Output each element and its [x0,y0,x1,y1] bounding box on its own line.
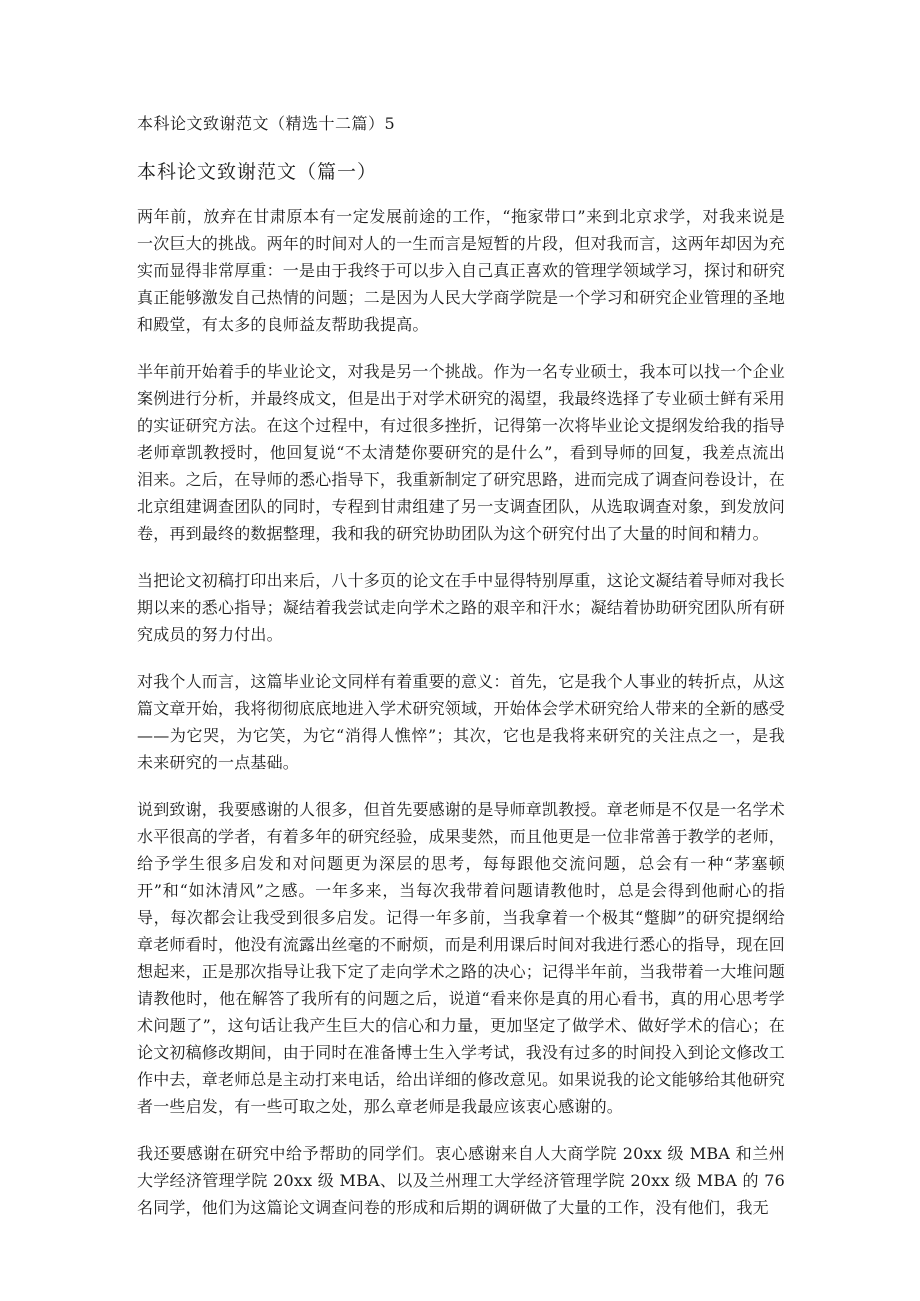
paragraph-1: 两年前，放弃在甘肃原本有一定发展前途的工作，“拖家带口”来到北京求学，对我来说是一次巨大的挑战。两年的时间对人的一生而言是短暂的片段，但对我而言，这两年却因为充实而显得非常厚重：一是由于我终于可以步入自己真正喜欢的管理学领域学习，探讨和研究真正能够激发自己热情的问题；二是因为人民大学商学院是一个学习和研究企业管理的圣地和殿堂，有太多的良师益友帮助我提高。 [137,207,786,334]
paragraph-2: 半年前开始着手的毕业论文，对我是另一个挑战。作为一名专业硕士，我本可以找一个企业案例进行分析，并最终成文，但是出于对学术研究的渴望，我最终选择了专业硕士鲜有采用的实证研究方法。在这个过程中，有过很多挫折，记得第一次将毕业论文提纲发给我的指导老师章凯教授时，他回复说“不太清楚你要研究的是什么”，看到导师的回复，我差点流出泪来。之后，在导师的悉心指导下，我重新制定了研究思路，进而完成了调查问卷设计，在北京组建调查团队的同时，专程到甘肃组建了另一支调查团队，从选取调查对象，到发放问卷，再到最终的数据整理，我和我的研究协助团队为这个研究付出了大量的时间和精力。 [137,362,786,543]
paragraph-5: 说到致谢，我要感谢的人很多，但首先要感谢的是导师章凯教授。章老师是不仅是一名学术水平很高的学者，有着多年的研究经验，成果斐然，而且他更是一位非常善于教学的老师，给予学生很多启发和对问题更为深层的思考，每每跟他交流问题，总会有一种“茅塞顿开”和“如沐清风”之感。一年多来，当每次我带着问题请教他时，总是会得到他耐心的指导，每次都会让我受到很多启发。记得一年多前，当我拿着一个极其“蹩脚”的研究提纲给章老师看时，他没有流露出丝毫的不耐烦，而是利用课后时间对我进行悉心的指导，现在回想起来，正是那次指导让我下定了走向学术之路的决心；记得半年前，当我带着一大堆问题请教他时，他在解答了我所有的问题之后，说道“看来你是真的用心看书，真的用心思考学术问题了”，这句话让我产生巨大的信心和力量，更加坚定了做学术、做好学术的信心；在论文初稿修改期间，由于同时在准备博士生入学考试，我没有过多的时间投入到论文修改工作中去，章老师总是主动打来电话，给出详细的修改意见。如果说我的论文能够给其他研究者一些启发，有一些可取之处，那么章老师是我最应该衷心感谢的。 [137,800,786,1116]
paragraph-6: 我还要感谢在研究中给予帮助的同学们。衷心感谢来自人大商学院 20xx 级 MBA 和兰州大学经济管理学院 20xx 级 MBA、以及兰州理工大学经济管理学院 20xx 级 MBA 的 76 名同学，他们为这篇论文调查问卷的形成和后期的调研做了大量的工作，没有他们，我无 [137,1144,785,1217]
document-body [137,203,785,1241]
document-title: 本科论文致谢范文（精选十二篇）5 [137,114,396,133]
paragraph-4: 对我个人而言，这篇毕业论文同样有着重要的意义：首先，它是我个人事业的转折点，从这篇文章开始，我将彻彻底底地进入学术研究领域，开始体会学术研究给人带来的全新的感受——为它哭，为它笑，为它“消得人憔悴”；其次，它也是我将来研究的关注点之一，是我未来研究的一点基础。 [137,672,786,772]
paragraph-3: 当把论文初稿打印出来后，八十多页的论文在手中显得特别厚重，这论文凝结着导师对我长期以来的悉心指导；凝结着我尝试走向学术之路的艰辛和汗水；凝结着协助研究团队所有研究成员的努力付出。 [137,571,786,644]
section-heading: 本科论文致谢范文（篇一） [137,161,378,183]
